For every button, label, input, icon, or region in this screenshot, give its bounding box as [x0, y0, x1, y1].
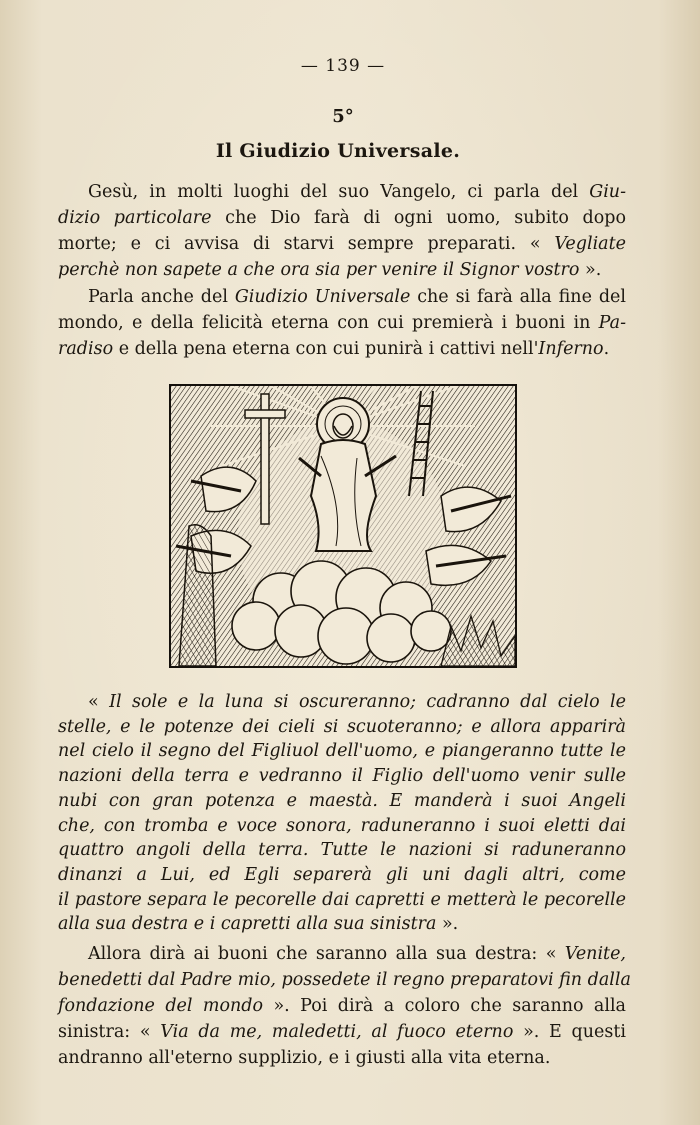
text-run: ». — [579, 260, 602, 280]
text-run: ». — [436, 914, 459, 935]
quote-line — [58, 863, 626, 887]
italic-text: dinanzi a Lui, ed Egli separerà gli uni dagli altri, come — [58, 864, 626, 885]
text-run: ». E questi — [513, 1022, 626, 1042]
italic-text: stelle, e le potenze dei cieli si scuoteranno; e allora apparirà — [58, 716, 626, 737]
italic-text: quattro angoli della terra. Tutte le nazioni si raduneranno — [58, 840, 626, 861]
quote-line — [58, 912, 626, 936]
text-run: andranno all'eterno supplizio, e i giusti alla vita eterna. — [58, 1048, 551, 1068]
italic-text: Giu- — [589, 182, 626, 202]
italic-text: perchè non sapete a che ora sia per venire il Signor vostro — [58, 260, 580, 280]
p3-line — [58, 994, 626, 1018]
italic-text: fondazione del mondo — [58, 996, 264, 1016]
italic-text: radiso — [58, 339, 114, 359]
italic-text: nel cielo il segno del Figliuol dell'uomo, e piangeranno tutte le — [58, 741, 626, 762]
text-run: Parla anche del — [88, 287, 235, 307]
italic-text: Giudizio Universale — [234, 287, 411, 307]
quote-line — [58, 764, 626, 788]
text-run: morte; e ci avvisa di starvi sempre preparati. « — [58, 234, 555, 254]
italic-text: Inferno — [538, 339, 604, 359]
p2-line — [58, 337, 626, 361]
text-run: che si farà alla fine del — [410, 287, 626, 307]
italic-text: benedetti dal Padre mio, possedete il regno preparatovi fin dalla — [58, 970, 631, 990]
p1-line — [88, 180, 626, 204]
p1-line — [58, 206, 626, 230]
last-judgment-engraving — [169, 384, 517, 668]
italic-text: Vegliate — [554, 234, 626, 254]
p3-line — [58, 968, 631, 992]
p3-line — [58, 1046, 626, 1070]
quote-line — [58, 789, 626, 813]
italic-text: nubi con gran potenza e maestà. E manderà i suoi Angeli — [58, 790, 626, 811]
p1-line — [58, 258, 626, 282]
text-run: sinistra: « — [58, 1022, 161, 1042]
quote-line — [88, 690, 626, 714]
italic-text: nazioni della terra e vedranno il Figlio dell'uomo venir sulle — [58, 766, 626, 787]
chapter-title: Il Giudizio Universale. — [215, 140, 461, 162]
p3-line — [88, 942, 626, 966]
italic-text: dizio particolare — [58, 208, 212, 228]
italic-text: alla sua destra e i capretti alla sua sinistra — [58, 914, 437, 935]
quote-line — [58, 814, 626, 838]
italic-text: che, con tromba e voce sonora, raduneranno i suoi eletti dai — [58, 815, 626, 836]
text-run: e della pena eterna con cui punirà i cattivi nell' — [113, 339, 539, 359]
quote-line — [58, 715, 626, 739]
text-run: ». Poi dirà a coloro che saranno alla — [263, 996, 626, 1016]
italic-text: il pastore separa le pecorelle dai capretti e metterà le pecorelle — [58, 889, 626, 910]
p2-line — [58, 311, 626, 335]
italic-text: Pa- — [598, 313, 626, 333]
section-number: 5° — [332, 106, 354, 127]
text-run: . — [603, 339, 610, 359]
p3-line — [58, 1020, 626, 1044]
italic-text: Via da me, maledetti, al fuoco eterno — [160, 1022, 514, 1042]
page-number: — 139 — — [300, 56, 386, 76]
p1-line — [58, 232, 626, 256]
quote-line — [58, 838, 626, 862]
text-run: che Dio farà di ogni uomo, subito dopo — [211, 208, 627, 228]
quote-line — [58, 739, 626, 763]
text-run: mondo, e della felicità eterna con cui premierà i buoni in — [58, 313, 599, 333]
engraving-illustration — [171, 386, 515, 666]
text-run: Gesù, in molti luoghi del suo Vangelo, ci parla del — [88, 182, 590, 202]
italic-text: Il sole e la luna si oscureranno; cadranno dal cielo le — [109, 692, 626, 712]
p2-line — [88, 285, 626, 309]
text-run: Allora dirà ai buoni che saranno alla sua destra: « — [88, 944, 565, 964]
italic-text: Venite, — [564, 944, 626, 964]
text-run: « — [88, 692, 110, 712]
quote-line — [58, 888, 626, 912]
